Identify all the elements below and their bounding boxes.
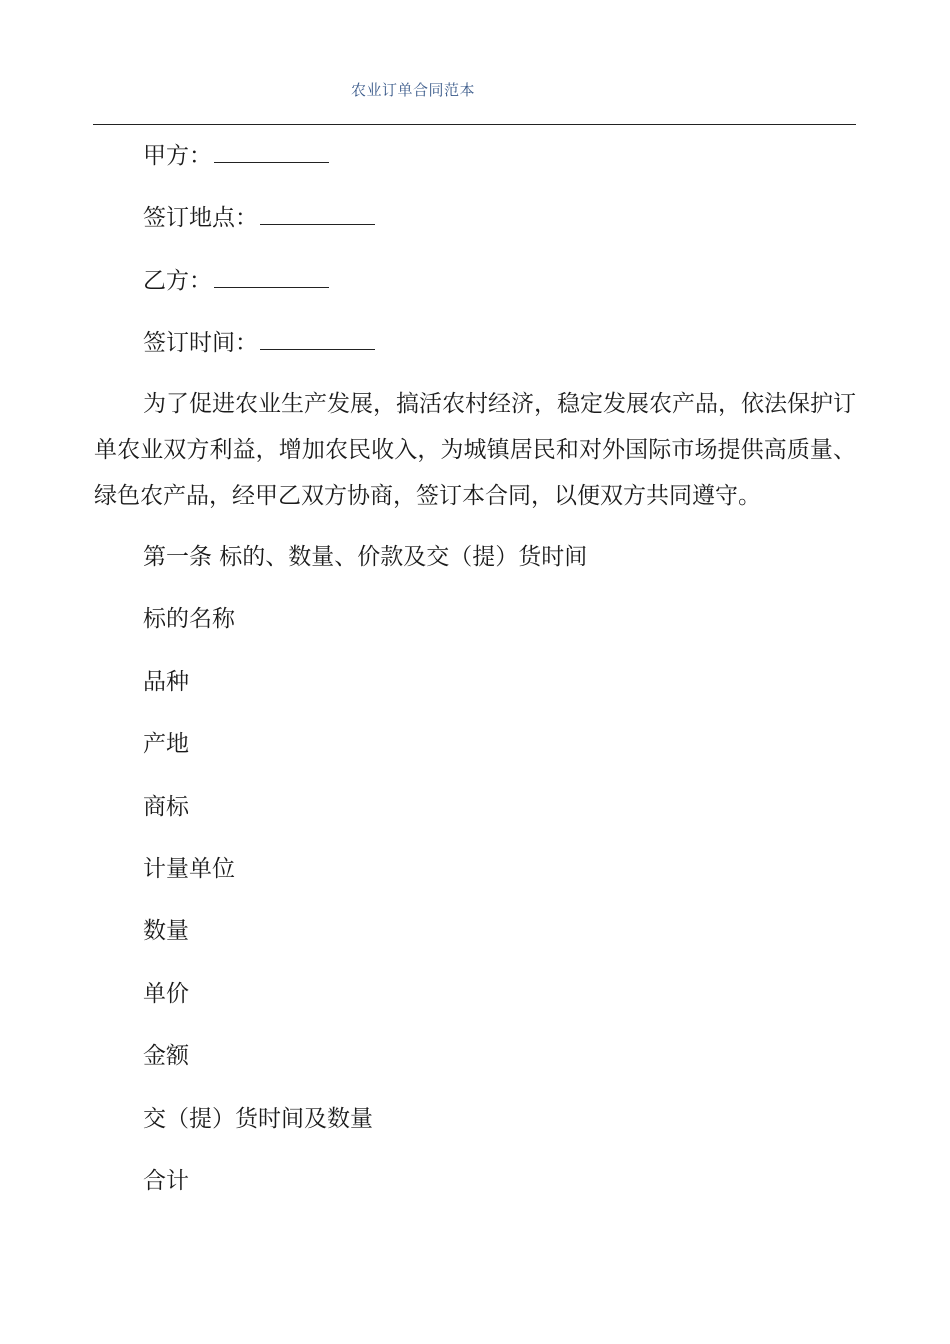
article-item: 合计 bbox=[143, 1168, 189, 1194]
party-a-blank bbox=[214, 140, 329, 163]
page-header-title: 农业订单合同范本 bbox=[351, 81, 476, 99]
sign-time-label: 签订时间： bbox=[143, 330, 258, 356]
sign-place-field bbox=[143, 202, 375, 233]
sign-place-blank bbox=[260, 202, 375, 225]
sign-time-field bbox=[143, 327, 375, 358]
article-item: 产地 bbox=[143, 731, 189, 757]
article-item: 计量单位 bbox=[143, 856, 235, 882]
header-divider bbox=[93, 124, 856, 125]
article-item: 商标 bbox=[143, 794, 189, 820]
article-item: 单价 bbox=[143, 981, 189, 1007]
sign-time-blank bbox=[260, 327, 375, 350]
party-b-blank bbox=[214, 265, 329, 288]
article-item: 数量 bbox=[143, 918, 189, 944]
sign-place-label: 签订地点： bbox=[143, 205, 258, 231]
intro-paragraph: 为了促进农业生产发展，搞活农村经济，稳定发展农产品，依法保护订单农业双方利益，增加农民收入，为城镇居民和对外国际市场提供高质量、绿色农产品，经甲乙双方协商，签订本合同，以便双方共同遵守。 bbox=[94, 391, 856, 509]
party-b-label: 乙方： bbox=[143, 268, 212, 294]
party-a-label: 甲方： bbox=[143, 143, 212, 169]
article-item: 交（提）货时间及数量 bbox=[143, 1106, 373, 1132]
party-b-field bbox=[143, 265, 329, 296]
article-item: 金额 bbox=[143, 1043, 189, 1069]
article-item: 品种 bbox=[143, 669, 189, 695]
article-1-title: 第一条 标的、数量、价款及交（提）货时间 bbox=[143, 544, 588, 570]
party-a-field bbox=[143, 140, 329, 171]
article-item: 标的名称 bbox=[143, 606, 235, 632]
